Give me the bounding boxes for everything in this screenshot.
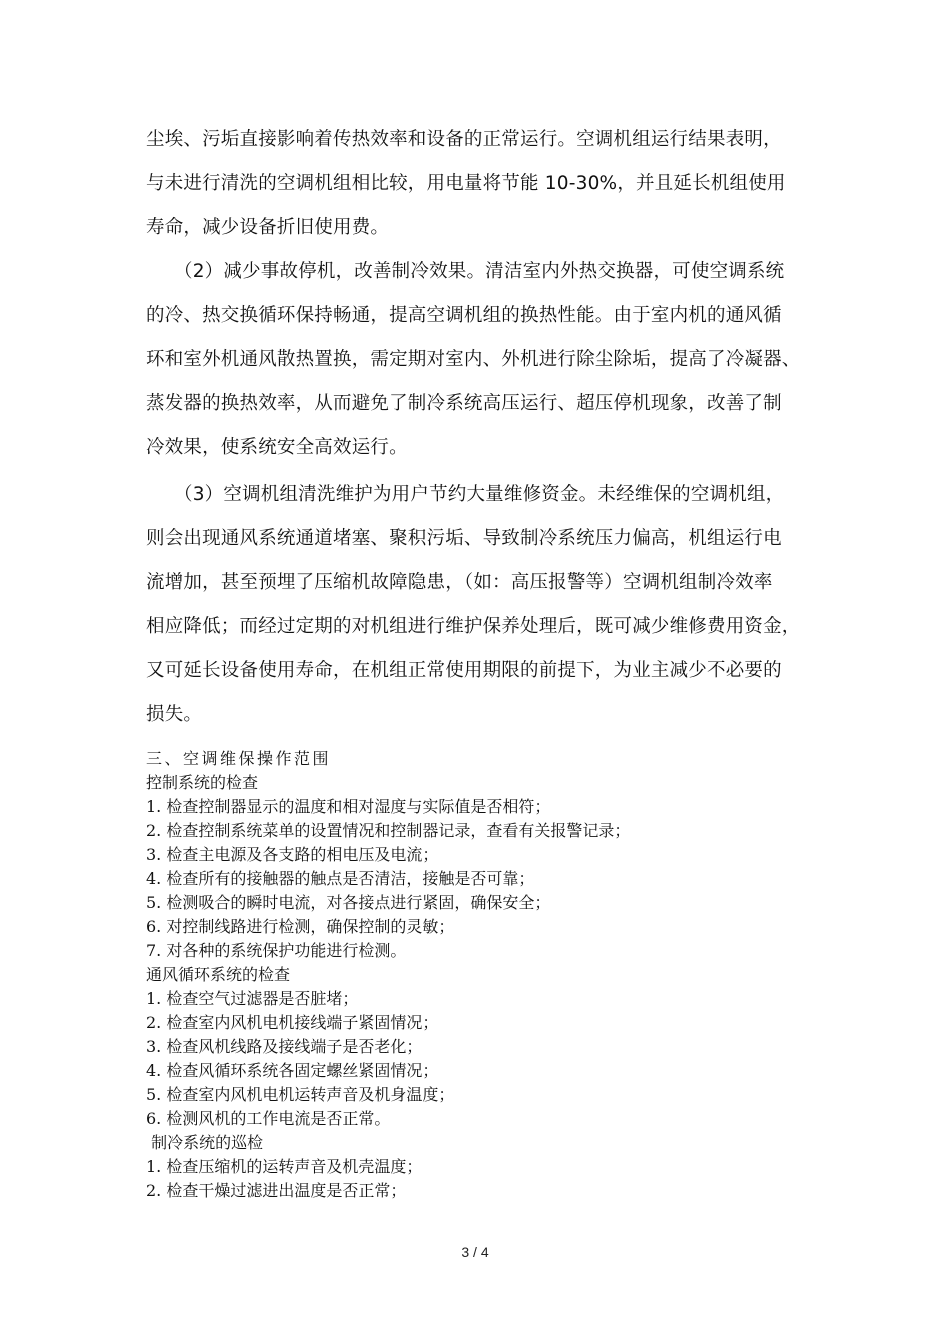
paragraph-line: 又可延长设备使用寿命，在机组正常使用期限的前提下，为业主减少不必要的 (146, 660, 782, 681)
paragraph-line: 与未进行清洗的空调机组相比较，用电量将节能 10-30%，并且延长机组使用 (146, 173, 786, 194)
control-system-heading: 控制系统的检查 (146, 773, 259, 792)
list-item: 2. 检查干燥过滤进出温度是否正常； (146, 1181, 407, 1200)
paragraph-line: 寿命，减少设备折旧使用费。 (146, 217, 390, 238)
list-item: 4. 检查所有的接触器的触点是否清洁，接触是否可靠； (146, 869, 535, 888)
paragraph-line: 相应降低；而经过定期的对机组进行维护保养处理后，既可减少维修费用资金， (146, 616, 801, 637)
list-item: 2. 检查控制系统菜单的设置情况和控制器记录，查看有关报警记录； (146, 821, 631, 840)
list-item: 1. 检查空气过滤器是否脏堵； (146, 989, 359, 1008)
list-item: 3. 检查主电源及各支路的相电压及电流； (146, 845, 439, 864)
paragraph-line: 的冷、热交换循环保持畅通，提高空调机组的换热性能。由于室内机的通风循 (146, 305, 782, 326)
list-item: 1. 检查压缩机的运转声音及机壳温度； (146, 1157, 423, 1176)
paragraph-line: 环和室外机通风散热置换，需定期对室内、外机进行除尘除垢，提高了冷凝器、 (146, 349, 801, 370)
paragraph-line: 蒸发器的换热效率，从而避免了制冷系统高压运行、超压停机现象，改善了制 (146, 393, 782, 414)
ventilation-heading: 通风循环系统的检查 (146, 965, 291, 984)
list-item: 5. 检查室内风机电机运转声音及机身温度； (146, 1085, 455, 1104)
paragraph-line: 损失。 (146, 704, 203, 725)
paragraph-line: 尘埃、污垢直接影响着传热效率和设备的正常运行。空调机组运行结果表明， (146, 129, 782, 150)
section-title: 三、空调维保操作范围 (146, 749, 332, 768)
list-item: 3. 检查风机线路及接线端子是否老化； (146, 1037, 423, 1056)
list-item: 6. 对控制线路进行检测，确保控制的灵敏； (146, 917, 455, 936)
paragraph-line: 流增加，甚至预埋了压缩机故障隐患，（如：高压报警等）空调机组制冷效率 (146, 572, 773, 593)
refrigeration-heading: 制冷系统的巡检 (146, 1133, 264, 1152)
list-item: 2. 检查室内风机电机接线端子紧固情况； (146, 1013, 439, 1032)
paragraph-line: 冷效果，使系统安全高效运行。 (146, 437, 408, 458)
paragraph-line: （3）空调机组清洗维护为用户节约大量维修资金。未经维保的空调机组， (174, 484, 785, 505)
paragraph-line: 则会出现通风系统通道堵塞、聚积污垢、导致制冷系统压力偏高，机组运行电 (146, 528, 782, 549)
page-number: 3 / 4 (461, 1244, 489, 1260)
list-item: 1. 检查控制器显示的温度和相对湿度与实际值是否相符； (146, 797, 551, 816)
paragraph-line: （2）减少事故停机，改善制冷效果。清洁室内外热交换器，可使空调系统 (174, 261, 785, 282)
list-item: 4. 检查风循环系统各固定螺丝紧固情况； (146, 1061, 439, 1080)
list-item: 5. 检测吸合的瞬时电流，对各接点进行紧固，确保安全； (146, 893, 551, 912)
list-item: 7. 对各种的系统保护功能进行检测。 (146, 941, 407, 960)
list-item: 6. 检测风机的工作电流是否正常。 (146, 1109, 391, 1128)
